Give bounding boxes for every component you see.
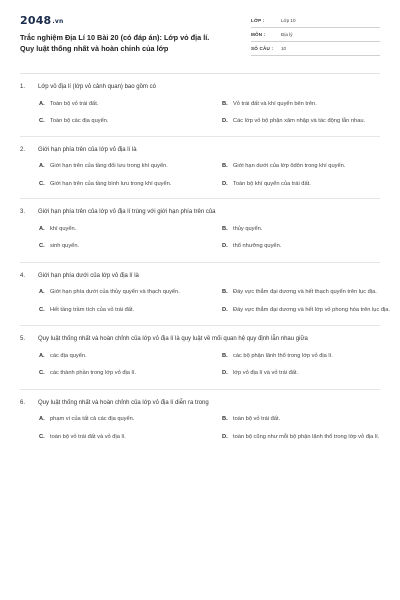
option-text: Giới hạn trên của tầng bình lưu trong khí quyển. xyxy=(50,180,172,187)
option-text: Các lớp vỏ bộ phận xâm nhập và tác động lẫn nhau. xyxy=(233,118,366,124)
option-text: Hết tầng trầm tích của vỏ trái đất. xyxy=(50,306,135,313)
option-letter: C. xyxy=(39,243,45,249)
logo-suffix: .vn xyxy=(52,18,64,25)
logo-text: 2048 xyxy=(20,14,52,27)
answer-options xyxy=(20,352,380,378)
option-letter: B. xyxy=(222,100,228,107)
meta-label: LỚP : xyxy=(251,18,265,23)
option-letter: D. xyxy=(222,370,228,376)
meta-value: Địa lý xyxy=(281,32,293,37)
option-text: toàn bộ vỏ trái đất và vỏ địa lí. xyxy=(50,433,126,440)
option-letter: B. xyxy=(222,289,228,295)
answer-option-d[interactable] xyxy=(222,180,395,189)
question-body: Quy luật thống nhất và hoàn chỉnh của lớp vỏ địa lí diễn ra trong xyxy=(38,399,209,406)
option-letter: B. xyxy=(222,225,228,232)
page-header xyxy=(20,14,380,70)
option-letter: C. xyxy=(39,118,45,124)
option-text: thổ nhưỡng quyển. xyxy=(233,243,282,249)
meta-row-class xyxy=(251,14,380,28)
option-text: Đáy vực thẳm đại dương và hết lớp vỏ phong hóa trên lục địa. xyxy=(233,306,391,313)
answer-option-a[interactable] xyxy=(39,288,212,297)
question-text xyxy=(20,335,380,345)
option-text: Toàn bộ các địa quyển. xyxy=(50,118,109,124)
question-body: Lớp vỏ địa lí (lớp vỏ cảnh quan) bao gồm có xyxy=(38,84,156,90)
answer-option-d[interactable] xyxy=(222,306,395,315)
option-letter: D. xyxy=(222,243,228,249)
answer-options xyxy=(20,288,391,314)
option-letter: D. xyxy=(222,118,228,124)
option-letter: D. xyxy=(222,306,228,313)
site-logo[interactable] xyxy=(20,14,63,27)
option-letter: A. xyxy=(39,163,45,169)
option-text: Giới hạn trên của tầng đối lưu trong khí quyển. xyxy=(50,163,168,169)
answer-option-a[interactable] xyxy=(39,225,212,234)
answer-option-c[interactable] xyxy=(39,117,212,126)
answer-options xyxy=(20,162,380,188)
answer-option-c[interactable] xyxy=(39,306,212,315)
question-body: Quy luật thống nhất và hoàn chỉnh của lớp vỏ địa lí là quy luật về mối quan hệ quy định lẫn nhau giữa xyxy=(38,336,308,342)
answer-options xyxy=(20,100,380,126)
question-list xyxy=(20,79,391,449)
question-3 xyxy=(20,199,380,263)
question-body: Giới hạn phía trên của lớp vỏ địa lí là xyxy=(38,146,137,153)
option-text: Giới hạn phía dưới của thủy quyển và thạch quyển. xyxy=(50,289,180,295)
page-title xyxy=(20,32,245,54)
option-text: các bộ phận lãnh thổ trong lớp vỏ địa lí. xyxy=(233,352,333,359)
answer-option-a[interactable] xyxy=(39,162,212,171)
option-text: Đáy vực thẳm đại dương và hết thạch quyển trên lục địa. xyxy=(233,289,377,295)
option-letter: A. xyxy=(39,416,45,422)
option-text: phạm vi của tất cả các địa quyển. xyxy=(50,416,135,422)
answer-option-c[interactable] xyxy=(39,433,212,442)
option-text: toàn bộ cũng như mỗi bộ phận lãnh thổ trong lớp vỏ địa lí. xyxy=(233,433,380,440)
answer-option-c[interactable] xyxy=(39,369,212,378)
answer-options xyxy=(20,225,380,251)
title-line-1: Trắc nghiệm Địa Lí 10 Bài 20 (có đáp án): Lớp vỏ địa lí. xyxy=(20,33,210,42)
option-letter: C. xyxy=(39,180,45,187)
option-letter: B. xyxy=(222,416,228,422)
header-divider xyxy=(20,73,380,74)
meta-table xyxy=(251,14,380,56)
answer-option-d[interactable] xyxy=(222,117,395,126)
meta-value: Lớp 10 xyxy=(281,18,296,23)
answer-option-a[interactable] xyxy=(39,100,212,109)
option-letter: A. xyxy=(39,289,45,295)
answer-option-b[interactable] xyxy=(222,288,395,297)
question-text xyxy=(20,272,380,282)
question-text xyxy=(20,146,380,156)
answer-option-a[interactable] xyxy=(39,352,212,361)
question-body: Giới hạn phía trên của lớp vỏ địa lí trùng với giới hạn phía trên của xyxy=(38,209,216,215)
option-letter: D. xyxy=(222,180,228,187)
title-line-2: Quy luật thống nhất và hoàn chỉnh của lớp xyxy=(20,44,169,53)
answer-option-c[interactable] xyxy=(39,242,212,251)
option-text: khí quyển. xyxy=(50,225,77,232)
answer-option-d[interactable] xyxy=(222,433,395,442)
option-text: các địa quyển. xyxy=(50,352,87,359)
question-number: 1. xyxy=(20,84,26,90)
answer-option-c[interactable] xyxy=(39,180,212,189)
option-letter: A. xyxy=(39,100,45,107)
answer-option-b[interactable] xyxy=(222,352,395,361)
meta-label: SỐ CÂU : xyxy=(251,46,274,51)
answer-option-d[interactable] xyxy=(222,369,395,378)
option-text: thủy quyển. xyxy=(233,225,263,232)
option-letter: B. xyxy=(222,163,228,169)
option-text: Vỏ trái đất và khí quyển bên trên. xyxy=(233,100,317,107)
question-number: 2. xyxy=(20,146,26,153)
option-letter: B. xyxy=(222,352,228,359)
answer-option-b[interactable] xyxy=(222,162,395,171)
question-number: 3. xyxy=(20,209,26,215)
question-1 xyxy=(20,79,380,137)
question-6 xyxy=(20,390,380,450)
answer-option-b[interactable] xyxy=(222,100,395,109)
option-letter: D. xyxy=(222,433,228,440)
option-text: Toàn bộ vỏ trái đất. xyxy=(50,100,99,107)
option-letter: C. xyxy=(39,306,45,313)
question-number: 4. xyxy=(20,272,26,279)
meta-value: 10 xyxy=(281,46,287,51)
question-5 xyxy=(20,326,380,390)
meta-label: MÔN : xyxy=(251,32,266,37)
meta-row-count xyxy=(251,42,380,56)
option-letter: C. xyxy=(39,370,45,376)
option-letter: A. xyxy=(39,225,45,232)
meta-row-subject xyxy=(251,28,380,42)
option-text: Giới hạn dưới của lớp ôdôn trong khí quyển. xyxy=(233,163,346,169)
answer-option-b[interactable] xyxy=(222,225,395,234)
option-text: sinh quyển. xyxy=(50,243,80,249)
option-text: các thành phần trong lớp vỏ địa lí. xyxy=(50,370,136,376)
question-text xyxy=(20,399,380,409)
option-text: Toàn bộ khí quyển của trái đất. xyxy=(233,180,311,187)
answer-options xyxy=(20,415,380,441)
question-number: 6. xyxy=(20,399,26,406)
answer-option-d[interactable] xyxy=(222,242,395,251)
question-text xyxy=(20,83,380,93)
answer-option-b[interactable] xyxy=(222,415,395,424)
option-letter: C. xyxy=(39,433,45,440)
option-letter: A. xyxy=(39,352,45,359)
option-text: lớp vỏ địa lí và vỏ trái đất. xyxy=(233,370,299,376)
question-number: 5. xyxy=(20,336,26,342)
question-2 xyxy=(20,137,380,200)
question-4 xyxy=(20,263,391,327)
answer-option-a[interactable] xyxy=(39,415,212,424)
question-text xyxy=(20,208,380,218)
option-text: toàn bộ vỏ trái đất. xyxy=(233,416,281,422)
question-body: Giới hạn phía dưới của lớp vỏ địa lí là xyxy=(38,272,139,279)
